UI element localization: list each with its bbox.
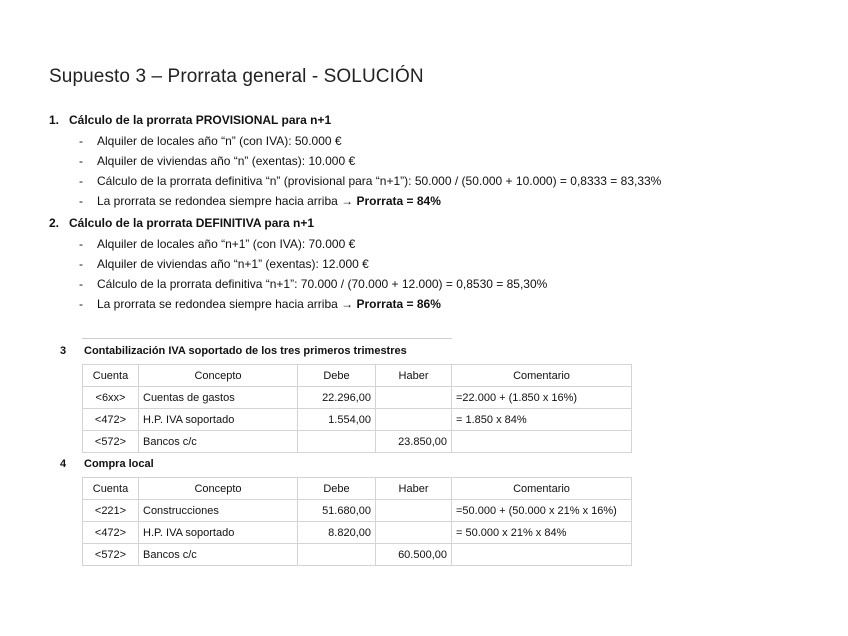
list-item-text: Alquiler de viviendas año “n” (exentas): 10.000 €: [97, 154, 356, 168]
cell-cuenta: <6xx>: [83, 387, 139, 409]
cell-concepto: Bancos c/c: [139, 544, 298, 566]
cell-debe: [298, 431, 376, 453]
list-item: - La prorrata se redondea siempre hacia arriba → Prorrata = 86%: [79, 297, 441, 311]
table-row: [83, 544, 632, 566]
list-item: - Cálculo de la prorrata definitiva “n” (provisional para “n+1”): 50.000 / (50.000 + 10.000) = 0,8333 = 83,33%: [79, 174, 662, 188]
list-item-text: La prorrata se redondea siempre hacia arriba →: [97, 297, 357, 311]
cell-cuenta: <472>: [83, 522, 139, 544]
divider: [82, 338, 452, 339]
table-number: 3: [60, 345, 67, 357]
list-item-text: Alquiler de locales año “n+1” (con IVA): 70.000 €: [97, 237, 356, 251]
column-header: Concepto: [139, 478, 298, 500]
page-title: Supuesto 3 – Prorrata general - SOLUCIÓN: [49, 66, 424, 87]
cell-debe: 8.820,00: [298, 522, 376, 544]
section-provisional: [49, 111, 661, 211]
table-number: 4: [60, 458, 67, 470]
column-header: Debe: [298, 478, 376, 500]
list-item-text: Cálculo de la prorrata definitiva “n+1”: 70.000 / (70.000 + 12.000) = 0,8530 = 85,30%: [97, 277, 548, 291]
cell-cuenta: <221>: [83, 500, 139, 522]
cell-haber: 60.500,00: [376, 544, 452, 566]
table-header-row: [83, 478, 632, 500]
list-item: - La prorrata se redondea siempre hacia arriba → Prorrata = 84%: [79, 194, 441, 208]
list-item: - Alquiler de viviendas año “n” (exentas): 10.000 €: [79, 154, 356, 168]
column-header: Cuenta: [83, 478, 139, 500]
table-heading: [60, 345, 460, 359]
cell-comentario: =50.000 + (50.000 x 21% x 16%): [452, 500, 632, 522]
cell-concepto: Construcciones: [139, 500, 298, 522]
column-header: Debe: [298, 365, 376, 387]
cell-comentario: =22.000 + (1.850 x 16%): [452, 387, 632, 409]
table-header-row: [83, 365, 632, 387]
list-item: - Alquiler de locales año “n” (con IVA): 50.000 €: [79, 134, 342, 148]
cell-debe: 22.296,00: [298, 387, 376, 409]
cell-concepto: H.P. IVA soportado: [139, 522, 298, 544]
section-heading-text: Cálculo de la prorrata PROVISIONAL para n+1: [69, 113, 332, 127]
cell-debe: 1.554,00: [298, 409, 376, 431]
table-row: [83, 387, 632, 409]
section-number: 2.: [49, 216, 60, 230]
list-item-text: Alquiler de viviendas año “n+1” (exentas): 12.000 €: [97, 257, 369, 271]
column-header: Haber: [376, 478, 452, 500]
table-row: [83, 431, 632, 453]
cell-haber: [376, 522, 452, 544]
cell-debe: [298, 544, 376, 566]
cell-concepto: Bancos c/c: [139, 431, 298, 453]
column-header: Concepto: [139, 365, 298, 387]
column-header: Comentario: [452, 478, 632, 500]
table-row: [83, 522, 632, 544]
table-row: [83, 409, 632, 431]
cell-comentario: = 1.850 x 84%: [452, 409, 632, 431]
section-heading-text: Cálculo de la prorrata DEFINITIVA para n+1: [69, 216, 315, 230]
cell-concepto: H.P. IVA soportado: [139, 409, 298, 431]
cell-haber: 23.850,00: [376, 431, 452, 453]
table-title: Compra local: [84, 458, 154, 470]
list-item-text: Alquiler de locales año “n” (con IVA): 50.000 €: [97, 134, 342, 148]
table-title: Contabilización IVA soportado de los tres primeros trimestres: [84, 345, 407, 357]
table-row: [83, 500, 632, 522]
prorrata-result: Prorrata = 86%: [356, 297, 441, 311]
bullet-list: [79, 234, 547, 314]
cell-concepto: Cuentas de gastos: [139, 387, 298, 409]
cell-cuenta: <572>: [83, 544, 139, 566]
section-definitiva: [49, 214, 547, 314]
cell-comentario: = 50.000 x 21% x 84%: [452, 522, 632, 544]
cell-haber: [376, 387, 452, 409]
section-number: 1.: [49, 113, 60, 127]
bullet-list: [79, 131, 661, 211]
list-item: - Cálculo de la prorrata definitiva “n+1”: 70.000 / (70.000 + 12.000) = 0,8530 = 85,30%: [79, 277, 548, 291]
column-header: Comentario: [452, 365, 632, 387]
cell-debe: 51.680,00: [298, 500, 376, 522]
cell-comentario: [452, 544, 632, 566]
list-item: - Alquiler de locales año “n+1” (con IVA): 70.000 €: [79, 237, 356, 251]
list-item-text: La prorrata se redondea siempre hacia arriba →: [97, 194, 357, 208]
cell-cuenta: <472>: [83, 409, 139, 431]
cell-cuenta: <572>: [83, 431, 139, 453]
column-header: Haber: [376, 365, 452, 387]
table-heading: [60, 458, 460, 472]
cell-haber: [376, 409, 452, 431]
prorrata-result: Prorrata = 84%: [356, 194, 441, 208]
section-heading: [49, 111, 661, 129]
list-item-text: Cálculo de la prorrata definitiva “n” (provisional para “n+1”): 50.000 / (50.000 + 10.000) = 0,8333 = 83,33%: [97, 174, 662, 188]
list-item: - Alquiler de viviendas año “n+1” (exentas): 12.000 €: [79, 257, 369, 271]
column-header: Cuenta: [83, 365, 139, 387]
cell-comentario: [452, 431, 632, 453]
journal-table-compra: [82, 477, 632, 566]
section-heading: [49, 214, 547, 232]
cell-haber: [376, 500, 452, 522]
journal-table-iva: [82, 364, 632, 453]
